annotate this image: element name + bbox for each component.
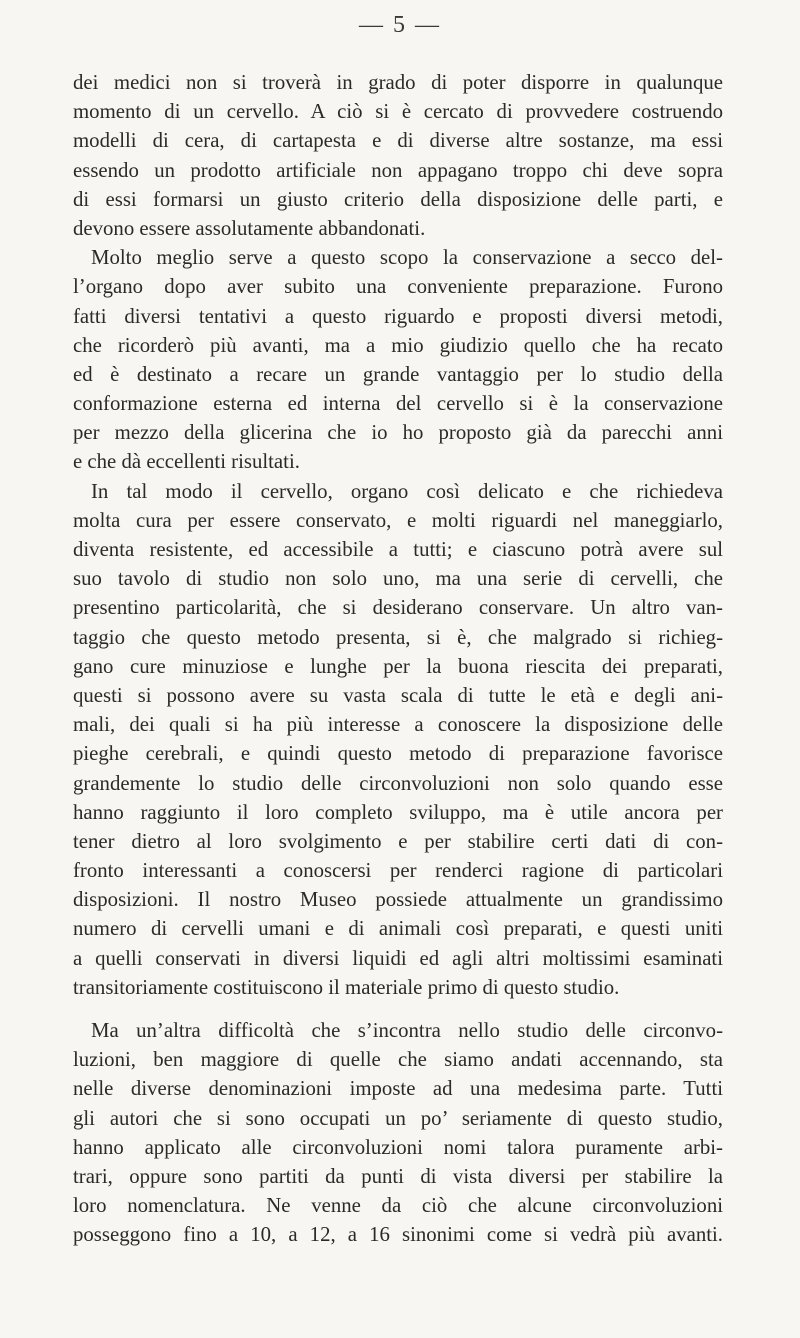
page-number: — 5 — bbox=[359, 12, 441, 38]
text-line: fatti diversi tentativi a questo riguardo e proposti diversi metodi, bbox=[73, 304, 723, 328]
text-line: essendo un prodotto artificiale non appagano troppo chi deve sopra bbox=[73, 158, 723, 182]
text-line: mali, dei quali si ha più interesse a conoscere la disposizione delle bbox=[73, 713, 723, 737]
text-line: momento di un cervello. A ciò si è cercato di provvedere costruendo bbox=[73, 100, 723, 124]
paragraph bbox=[73, 243, 800, 477]
text-line: hanno applicato alle circonvoluzioni nomi talora puramente arbi- bbox=[73, 1135, 723, 1159]
text-line: In tal modo il cervello, organo così delicato e che richiedeva bbox=[91, 479, 723, 503]
body-text bbox=[0, 68, 800, 1250]
text-line: pieghe cerebrali, e quindi questo metodo di preparazione favorisce bbox=[73, 742, 723, 766]
text-line: diventa resistente, ed accessibile a tutti; e ciascuno potrà avere sul bbox=[73, 538, 723, 561]
text-line: Molto meglio serve a questo scopo la conservazione a secco del- bbox=[91, 246, 723, 270]
text-line: dei medici non si troverà in grado di poter disporre in qualunque bbox=[73, 71, 723, 94]
text-line: trari, oppure sono partiti da punti di vista diversi per stabilire la bbox=[73, 1164, 723, 1188]
text-line: suo tavolo di studio non solo uno, ma una serie di cervelli, che bbox=[73, 567, 723, 591]
text-line: gano cure minuziose e lunghe per la buona riescita dei preparati, bbox=[73, 654, 723, 678]
text-line: Ma un’altra difficoltà che s’incontra nello studio delle circonvo- bbox=[91, 1019, 723, 1042]
text-line: l’organo dopo aver subito una conveniente preparazione. Furono bbox=[73, 275, 723, 299]
text-line: posseggono fino a 10, a 12, a 16 sinonimi come si vedrà più avanti. bbox=[73, 1223, 723, 1247]
text-line: che ricorderò più avanti, ma a mio giudizio quello che ha recato bbox=[73, 333, 723, 357]
paragraph-spacer bbox=[73, 1002, 800, 1016]
text-line: grandemente lo studio delle circonvoluzioni non solo quando esse bbox=[73, 771, 723, 795]
text-line: molta cura per essere conservato, e molti riguardi nel maneggiarlo, bbox=[73, 508, 723, 532]
text-line: disposizioni. Il nostro Museo possiede attualmente un grandissimo bbox=[73, 888, 723, 912]
text-line: nelle diverse denominazioni imposte ad una medesima parte. Tutti bbox=[73, 1077, 723, 1101]
text-line: taggio che questo metodo presenta, si è, che malgrado si richieg- bbox=[73, 625, 723, 649]
text-line: gli autori che si sono occupati un po’ seriamente di questo studio, bbox=[73, 1106, 723, 1130]
paragraph bbox=[73, 477, 800, 1002]
text-line: luzioni, ben maggiore di quelle che siamo andati accennando, sta bbox=[73, 1048, 723, 1072]
text-line: transitoriamente costituiscono il materiale primo di questo studio. bbox=[73, 975, 620, 999]
text-line: di essi formarsi un giusto criterio della disposizione delle parti, e bbox=[73, 187, 723, 211]
text-line: presentino particolarità, che si desiderano conservare. Un altro van- bbox=[73, 596, 723, 620]
text-line: fronto interessanti a conoscersi per renderci ragione di particolari bbox=[73, 859, 723, 883]
text-line: numero di cervelli umani e di animali così preparati, e questi uniti bbox=[73, 917, 723, 941]
text-line: tener dietro al loro svolgimento e per stabilire certi dati di con- bbox=[73, 829, 723, 853]
text-line: ed è destinato a recare un grande vantaggio per lo studio della bbox=[73, 362, 723, 386]
paragraph bbox=[73, 1016, 800, 1250]
text-line: a quelli conservati in diversi liquidi ed agli altri moltissimi esaminati bbox=[73, 946, 723, 970]
text-line: loro nomenclatura. Ne venne da ciò che alcune circonvoluzioni bbox=[73, 1194, 723, 1218]
text-line: per mezzo della glicerina che io ho proposto già da parecchi anni bbox=[73, 421, 723, 445]
text-line: hanno raggiunto il loro completo sviluppo, ma è utile ancora per bbox=[73, 800, 723, 824]
text-line: questi si possono avere su vasta scala di tutte le età e degli ani- bbox=[73, 683, 723, 707]
text-line: conformazione esterna ed interna del cervello si è la conservazione bbox=[73, 392, 723, 416]
paragraph bbox=[73, 68, 800, 243]
text-line: modelli di cera, di cartapesta e di diverse altre sostanze, ma essi bbox=[73, 129, 723, 153]
text-line: devono essere assolutamente abbandonati. bbox=[73, 216, 426, 240]
text-line: e che dà eccellenti risultati. bbox=[73, 450, 300, 474]
